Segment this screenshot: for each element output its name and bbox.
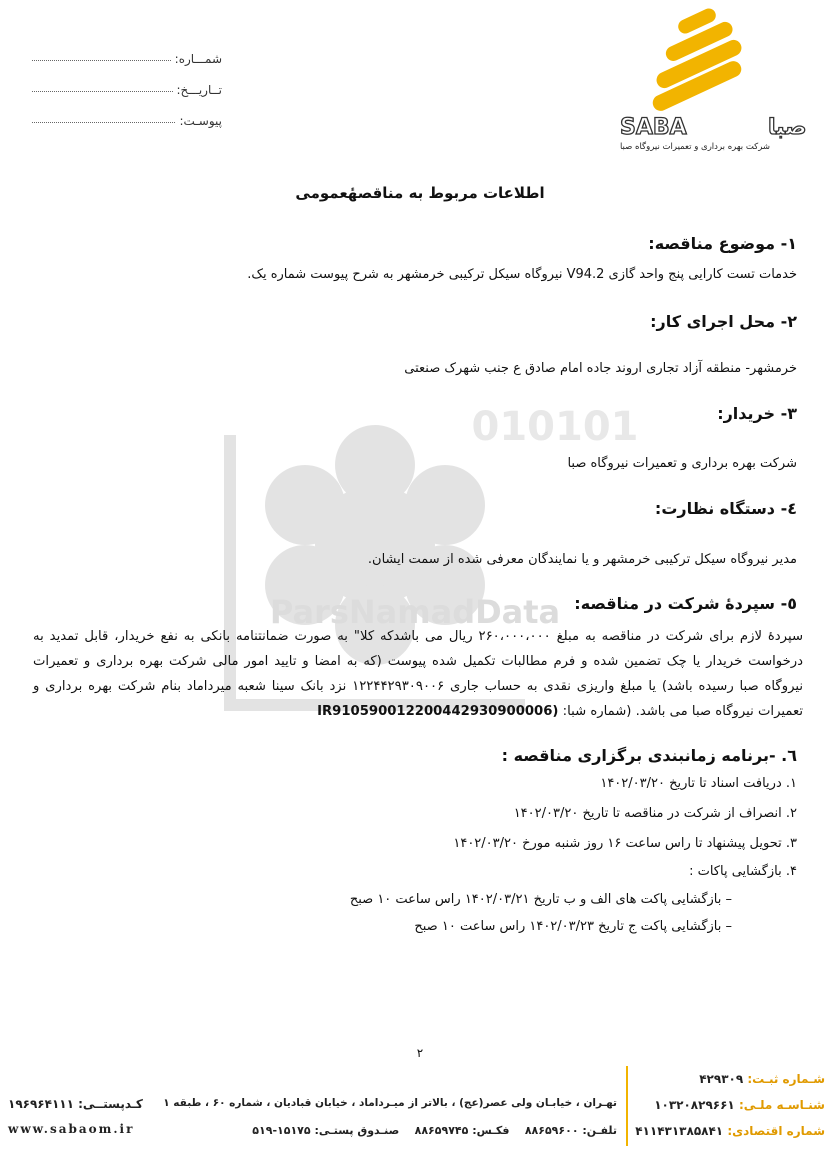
section-1-body: خدمات تست کارایی پنج واحد گازی V94.2 نیروگاه سیکل ترکیبی خرمشهر به شرح پیوست شماره یک. (247, 267, 797, 282)
postal-label: کـدپستــی: (78, 1097, 143, 1111)
section-6-heading: ٦. -برنامه زمانبندی برگزاری مناقصه : (501, 746, 797, 765)
date-label: تــاریـــخ: (176, 83, 222, 97)
saba-wordmark (618, 112, 807, 140)
deposit-text: سپردهٔ لازم برای شرکت در مناقصه به مبلغ ۲۶۰،۰۰۰،۰۰۰ ریال می باشدکه کلا" به صورت ضمانتنامه بانکی به نفع خریدار، قابل تمدید به درخواست خریدار یا چک تضمین شده و فرم مطالبات تکمیل شده پیوست (که به امضا و تایید امور مالی شرکت بهره برداری و تعمیرات نیروگاه صبا رسیده باشد) یا مبلغ واریزی نقدی به حساب جاری ۱۲۲۴۴۲۹۳۰۹۰۰۶ نزد بانک سینا شعبه میرداماد بنام شرکت بهره برداری و تعمیرات نیروگاه صبا می باشد. (شماره شبا: (33, 629, 804, 719)
attachment-dotted-line (32, 121, 175, 123)
section-4-heading: ٤- دستگاه نظارت: (654, 499, 797, 518)
schedule-item-4: ۴. بازگشایی پاکات : (689, 864, 797, 879)
section-4-body: مدیر نیروگاه سیکل ترکیبی خرمشهر و یا نمایندگان معرفی شده از سمت ایشان. (367, 552, 797, 567)
section-2-body: خرمشهر- منطقه آزاد تجاری اروند جاده امام صادق ع جنب شهرک صنعتی (404, 361, 797, 376)
date-dotted-line (32, 90, 173, 92)
section-5-heading: ٥- سپردهٔ شرکت در مناقصه: (574, 594, 797, 613)
wordmark-persian: صبا (768, 115, 807, 140)
phone-value: ۸۸۶۵۹۶۰۰ (524, 1124, 579, 1137)
section-3-heading: ۳- خریدار: (717, 404, 797, 423)
pobox-label: صنـدوق پستـی: (314, 1124, 400, 1137)
section-2-heading: ۲- محل اجرای کار: (650, 312, 797, 331)
iban-number: IR910590012200442930900006) (317, 704, 559, 719)
footer-national (654, 1098, 825, 1112)
national-value: ۱۰۳۲۰۸۲۹۶۶۱ (654, 1098, 735, 1112)
phone-label: تلفـن: (582, 1124, 617, 1137)
saba-logo-icon (615, 4, 775, 164)
website-link[interactable]: www.sabaom.ir (8, 1122, 135, 1136)
schedule-item-2: ۲. انصراف از شرکت در مناقصه تا تاریخ ۱۴۰۲/۰۳/۲۰ (513, 806, 797, 821)
footer-economic (635, 1124, 825, 1138)
watermark-text: ParsNamadData (269, 593, 561, 631)
fax-label: فکـس: (472, 1124, 510, 1137)
postal-value: ۱۹۶۹۶۴۱۱۱ (8, 1097, 74, 1111)
reg-label: شـماره ثبـت: (747, 1072, 825, 1086)
economic-value: ۴۱۱۴۳۱۳۸۵۸۴۱ (635, 1124, 724, 1138)
section-1-heading: ۱- موضوع مناقصه: (648, 234, 797, 253)
schedule-subitem-1: – بازگشایی پاکت های الف و ب تاریخ ۱۴۰۲/۰۳/۲۱ راس ساعت ۱۰ صبح (349, 892, 732, 907)
number-field (32, 44, 222, 66)
attachment-label: پیوسـت: (179, 114, 222, 128)
reg-value: ۴۲۹۳۰۹ (699, 1072, 744, 1086)
attachment-field (32, 106, 222, 128)
schedule-subitem-2: – بازگشایی پاکت ج تاریخ ۱۴۰۲/۰۳/۲۳ راس ساعت ۱۰ صبح (414, 919, 732, 934)
footer-address: تهـران ، خیابـان ولی عصر(عج) ، بالاتر از میـرداماد ، خیابان قبادیان ، شماره ۶۰ ، طبقه ۱ (163, 1097, 617, 1109)
wordmark-latin: SABA (620, 115, 687, 140)
page-number: ۲ (416, 1046, 424, 1060)
date-field (32, 75, 222, 97)
number-dotted-line (32, 59, 171, 61)
document-title: اطلاعات مربوط به مناقصهٔعمومی (295, 184, 545, 202)
deposit-paragraph (33, 624, 803, 724)
fax-value: ۸۸۶۵۹۷۴۵ (414, 1124, 469, 1137)
footer-reg (699, 1072, 825, 1086)
economic-label: شماره اقتصادی: (727, 1124, 825, 1138)
pobox-value: ۱۵۱۷۵-۵۱۹ (252, 1124, 311, 1137)
footer-divider (626, 1066, 628, 1146)
national-label: شنـاسـه ملـی: (738, 1098, 825, 1112)
logo-tagline: شرکت بهره برداری و تعمیرات نیروگاه صبا (619, 142, 771, 152)
section-3-body: شرکت بهره برداری و تعمیرات نیروگاه صبا (567, 456, 797, 471)
number-label: شمـــاره: (174, 52, 222, 66)
footer-postal (8, 1097, 143, 1111)
watermark-digits: 010101 (471, 404, 639, 450)
schedule-item-1: ۱. دریافت اسناد تا تاریخ ۱۴۰۲/۰۳/۲۰ (600, 776, 797, 791)
footer-contacts (252, 1124, 617, 1137)
schedule-item-3: ۳. تحویل پیشنهاد تا راس ساعت ۱۶ روز شنبه مورخ ۱۴۰۲/۰۳/۲۰ (453, 836, 797, 851)
